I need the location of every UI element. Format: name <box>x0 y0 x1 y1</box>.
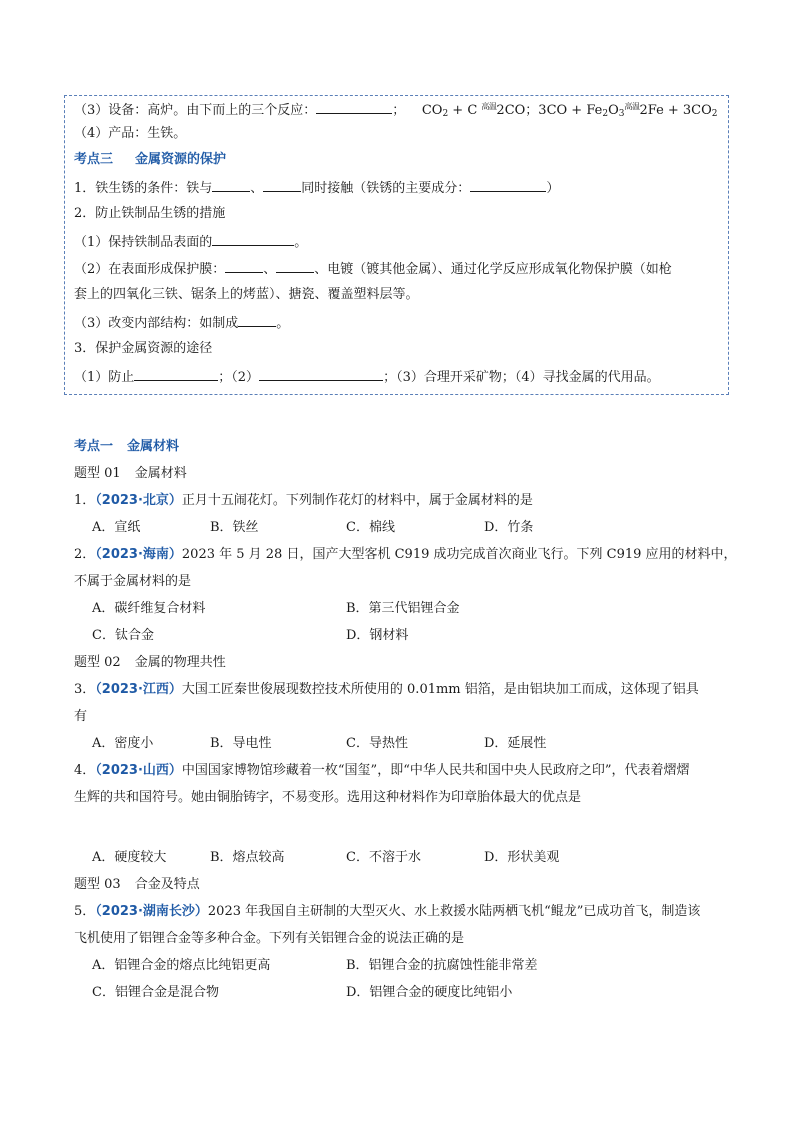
text: ；（3）合理开采矿物；（4）寻找金属的代用品。 <box>383 370 660 385</box>
q4-option-a[interactable]: A．硬度较大 <box>92 850 167 865</box>
box-line-protect: 3．保护金属资源的途径 <box>74 341 213 356</box>
text: + C <box>448 103 482 118</box>
text: 。 <box>294 235 308 250</box>
text: （1）防止 <box>74 370 135 385</box>
text: 1．铁生锈的条件：铁与 <box>74 181 213 196</box>
section-heading-1 <box>74 438 179 456</box>
box-line-rust-condition <box>74 178 559 198</box>
question-number: 4． <box>74 763 96 778</box>
section-title: 金属资源的保护 <box>135 152 227 167</box>
text: O <box>608 103 619 118</box>
q5-option-a[interactable]: A．铝锂合金的熔点比纯铝更高 <box>92 958 271 973</box>
question-5 <box>74 903 700 921</box>
question-text: 正月十五闹花灯。下列制作花灯的材料中，属于金属材料的是 <box>181 493 533 508</box>
question-number: 1． <box>74 493 96 508</box>
blank <box>225 259 263 273</box>
type-title: 合金及特点 <box>134 877 200 892</box>
question-number: 5． <box>74 904 96 919</box>
text: 、 <box>250 181 264 196</box>
question-4-cont: 生辉的共和国符号。她由铜胎铸字，不易变形。选用这种材料作为印章胎体最大的优点是 <box>74 790 582 805</box>
q3-option-b[interactable]: B．导电性 <box>210 736 272 751</box>
box-line-structure <box>74 313 289 333</box>
q1-option-c[interactable]: C．棉线 <box>346 520 395 535</box>
question-2 <box>74 546 737 564</box>
blank <box>212 232 294 246</box>
q4-option-b[interactable]: B．熔点较高 <box>210 850 285 865</box>
q5-option-c[interactable]: C．铝锂合金是混合物 <box>92 985 219 1000</box>
q3-option-c[interactable]: C．导热性 <box>346 736 408 751</box>
blank <box>316 100 392 114</box>
blank <box>134 367 218 381</box>
type-heading-02 <box>74 654 226 672</box>
section-heading-3 <box>74 151 226 169</box>
box-line-film-cont: 套上的四氧化三铁、锯条上的烤蓝）、搪瓷、覆盖塑料层等。 <box>74 287 419 302</box>
question-number: 3． <box>74 682 96 697</box>
q4-option-d[interactable]: D．形状美观 <box>484 850 560 865</box>
text: 2CO；3CO + Fe <box>496 103 603 118</box>
question-source: （2023·北京） <box>95 493 182 508</box>
question-source: （2023·湖南长沙） <box>95 904 208 919</box>
q3-option-d[interactable]: D．延展性 <box>484 736 547 751</box>
q2-option-a[interactable]: A．碳纤维复合材料 <box>92 601 206 616</box>
type-label: 题型 01 <box>74 466 121 481</box>
blank <box>470 178 546 192</box>
box-line-equipment <box>74 98 718 123</box>
text: ） <box>546 181 560 196</box>
subscript: 2 <box>602 109 609 119</box>
box-line-film <box>74 259 672 279</box>
type-label: 题型 02 <box>74 655 121 670</box>
box-line-ways <box>74 367 660 387</box>
type-label: 题型 03 <box>74 877 121 892</box>
question-5-cont: 飞机使用了铝锂合金等多种合金。下列有关铝锂合金的说法正确的是 <box>74 931 465 946</box>
q5-option-b[interactable]: B．铝锂合金的抗腐蚀性能非常差 <box>346 958 538 973</box>
reaction-condition: 高温 <box>624 102 640 111</box>
section-title: 金属材料 <box>127 439 180 454</box>
q2-option-d[interactable]: D．钢材料 <box>346 628 409 643</box>
text: ；（2） <box>218 370 260 385</box>
text: CO <box>421 103 443 118</box>
subscript: 2 <box>442 109 449 119</box>
subscript: 2 <box>711 109 718 119</box>
question-number: 2． <box>74 547 96 562</box>
question-2-cont: 不属于金属材料的是 <box>74 574 192 589</box>
blank <box>259 367 383 381</box>
text: （2）在表面形成保护膜： <box>74 262 226 277</box>
blank <box>263 178 301 192</box>
text: 。 <box>276 316 290 331</box>
reaction-condition: 高温 <box>481 102 497 111</box>
question-text: 2023 年 5 月 28 日，国产大型客机 C919 成功完成首次商业飞行。下列 C919 应用的材料中， <box>181 547 737 562</box>
box-line-product: （4）产品：生铁。 <box>74 126 187 141</box>
text: （3）改变内部结构：如制成 <box>74 316 239 331</box>
q4-option-c[interactable]: C．不溶于水 <box>346 850 421 865</box>
section-label: 考点三 <box>74 152 114 167</box>
text: （1）保持铁制品表面的 <box>74 235 213 250</box>
question-4 <box>74 762 690 780</box>
question-text: 大国工匠秦世俊展现数控技术所使用的 0.01mm 铝箔，是由铝块加工而成，这体现了铝具 <box>181 682 699 697</box>
question-3 <box>74 681 699 699</box>
q2-option-c[interactable]: C．钛合金 <box>92 628 154 643</box>
subscript: 3 <box>618 109 625 119</box>
text: （3）设备：高炉。由下而上的三个反应： <box>74 103 317 118</box>
question-source: （2023·江西） <box>95 682 182 697</box>
text: 、 <box>263 262 277 277</box>
q1-option-d[interactable]: D．竹条 <box>484 520 534 535</box>
q1-option-b[interactable]: B．铁丝 <box>210 520 259 535</box>
text: ； <box>392 103 406 118</box>
question-text: 中国国家博物馆珍藏着一枚“国玺”，即“中华人民共和国中央人民政府之印”，代表着熠熠 <box>181 763 690 778</box>
type-heading-01 <box>74 465 187 483</box>
box-line-clean <box>74 232 307 252</box>
type-title: 金属材料 <box>134 466 187 481</box>
blank <box>238 313 276 327</box>
section-label: 考点一 <box>74 439 114 454</box>
q2-option-b[interactable]: B．第三代铝锂合金 <box>346 601 460 616</box>
blank <box>212 178 250 192</box>
q1-option-a[interactable]: A．宣纸 <box>92 520 141 535</box>
question-1 <box>74 492 533 510</box>
q3-option-a[interactable]: A．密度小 <box>92 736 154 751</box>
type-title: 金属的物理共性 <box>134 655 226 670</box>
question-source: （2023·山西） <box>95 763 182 778</box>
text: 2Fe + 3CO <box>639 103 712 118</box>
text: 、电镀（镀其他金属）、通过化学反应形成氧化物保护膜（如枪 <box>314 262 672 277</box>
blank <box>276 259 314 273</box>
q5-option-d[interactable]: D．铝锂合金的硬度比纯铝小 <box>346 985 513 1000</box>
box-line-measures: 2．防止铁制品生锈的措施 <box>74 206 226 221</box>
type-heading-03 <box>74 876 200 894</box>
question-source: （2023·海南） <box>95 547 182 562</box>
text: 同时接触（铁锈的主要成分： <box>301 181 471 196</box>
question-3-cont: 有 <box>74 709 88 724</box>
question-text: 2023 年我国自主研制的大型灭火、水上救援水陆两栖飞机“鲲龙”已成功首飞，制造该 <box>207 904 701 919</box>
